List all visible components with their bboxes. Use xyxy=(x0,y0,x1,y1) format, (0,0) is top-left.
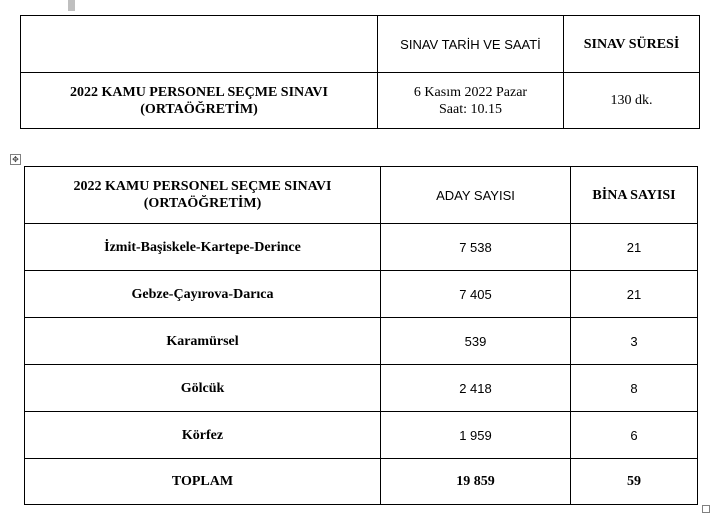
table-row xyxy=(25,318,698,365)
candidate-count: 7 538 xyxy=(381,224,571,271)
table-row xyxy=(25,365,698,412)
candidate-count: 1 959 xyxy=(381,412,571,459)
stats-header-exam-line1: 2022 KAMU PERSONEL SEÇME SINAVI xyxy=(73,179,332,194)
total-label: TOPLAM xyxy=(25,459,381,505)
building-count: 8 xyxy=(571,365,698,412)
candidate-count: 2 418 xyxy=(381,365,571,412)
table-row xyxy=(25,271,698,318)
candidate-count: 7 405 xyxy=(381,271,571,318)
stats-header-exam xyxy=(25,167,381,224)
schedule-time: Saat: 10.15 xyxy=(439,101,502,117)
schedule-header-duration: SINAV SÜRESİ xyxy=(564,16,700,73)
building-count: 21 xyxy=(571,271,698,318)
stats-header-candidates: ADAY SAYISI xyxy=(381,167,571,224)
schedule-date: 6 Kasım 2022 Pazar xyxy=(413,84,528,100)
district-name: İzmit-Başiskele-Kartepe-Derince xyxy=(25,224,381,271)
exam-schedule-table xyxy=(20,15,700,129)
table-row xyxy=(25,224,698,271)
schedule-date-time xyxy=(378,73,564,129)
stats-header-row xyxy=(25,167,698,224)
schedule-header-date: SINAV TARİH VE SAATİ xyxy=(378,16,564,73)
schedule-duration: 130 dk. xyxy=(564,73,700,129)
candidate-count: 539 xyxy=(381,318,571,365)
schedule-exam-line1: 2022 KAMU PERSONEL SEÇME SINAVI xyxy=(69,84,328,100)
table-move-handle-icon[interactable]: ✥ xyxy=(10,154,21,165)
schedule-row xyxy=(21,73,700,129)
text-cursor-marker xyxy=(68,0,75,11)
schedule-header-empty xyxy=(21,16,378,73)
district-stats-table xyxy=(24,166,698,505)
district-name: Karamürsel xyxy=(25,318,381,365)
district-name: Körfez xyxy=(25,412,381,459)
schedule-exam-name xyxy=(21,73,378,129)
total-candidates: 19 859 xyxy=(381,459,571,505)
table-resize-handle-icon[interactable] xyxy=(702,505,710,513)
stats-header-buildings: BİNA SAYISI xyxy=(571,167,698,224)
building-count: 21 xyxy=(571,224,698,271)
total-buildings: 59 xyxy=(571,459,698,505)
building-count: 3 xyxy=(571,318,698,365)
district-name: Gölcük xyxy=(25,365,381,412)
building-count: 6 xyxy=(571,412,698,459)
schedule-header-row xyxy=(21,16,700,73)
table-row xyxy=(25,412,698,459)
stats-header-exam-line2: (ORTAÖĞRETİM) xyxy=(143,196,262,211)
district-name: Gebze-Çayırova-Darıca xyxy=(25,271,381,318)
total-row xyxy=(25,459,698,505)
schedule-exam-line2: (ORTAÖĞRETİM) xyxy=(140,101,258,117)
